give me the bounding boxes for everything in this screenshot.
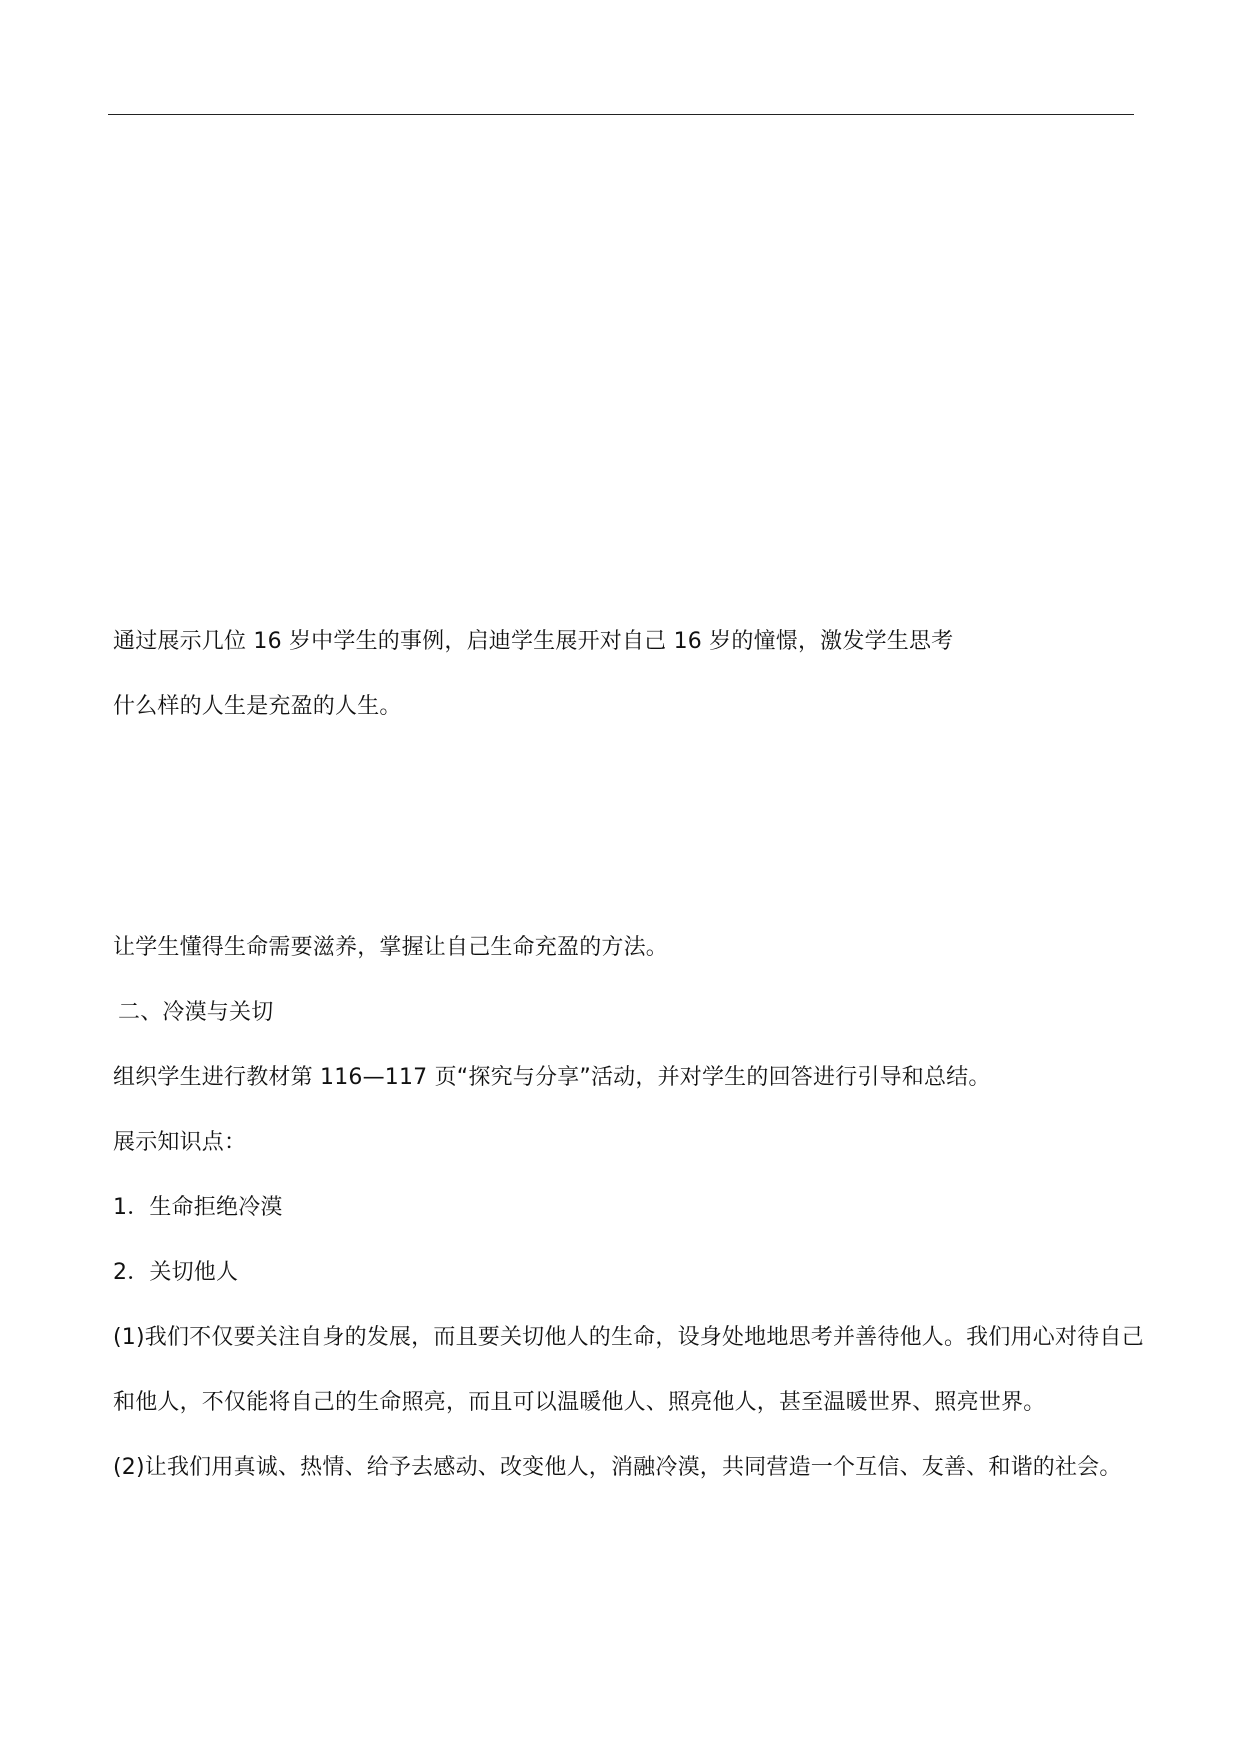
knowledge-point-1: 1．生命拒绝冷漠 bbox=[113, 1195, 283, 1220]
section-heading: 二、冷漠与关切 bbox=[118, 1000, 274, 1025]
goal-text: 让学生懂得生命需要滋养，掌握让自己生命充盈的方法。 bbox=[113, 935, 669, 960]
intro-line-2: 什么样的人生是充盈的人生。 bbox=[113, 694, 402, 719]
paragraph-2: (2)让我们用真诚、热情、给予去感动、改变他人，消融冷漠，共同营造一个互信、友善、和谐的社会。 bbox=[113, 1455, 1122, 1480]
paragraph-1-line-2: 和他人，不仅能将自己的生命照亮，而且可以温暖他人、照亮他人，甚至温暖世界、照亮世界。 bbox=[113, 1390, 1046, 1415]
intro-line-1: 通过展示几位 16 岁中学生的事例，启迪学生展开对自己 16 岁的憧憬，激发学生思考 bbox=[113, 629, 954, 654]
activity-text: 组织学生进行教材第 116—117 页“探究与分享”活动，并对学生的回答进行引导和总结。 bbox=[113, 1065, 991, 1090]
paragraph-1-line-1: (1)我们不仅要关注自身的发展，而且要关切他人的生命，设身处地地思考并善待他人。我们用心对待自己 bbox=[113, 1325, 1144, 1350]
knowledge-point-2: 2．关切他人 bbox=[113, 1260, 239, 1285]
knowledge-label: 展示知识点： bbox=[113, 1130, 247, 1155]
header-rule bbox=[108, 114, 1134, 115]
